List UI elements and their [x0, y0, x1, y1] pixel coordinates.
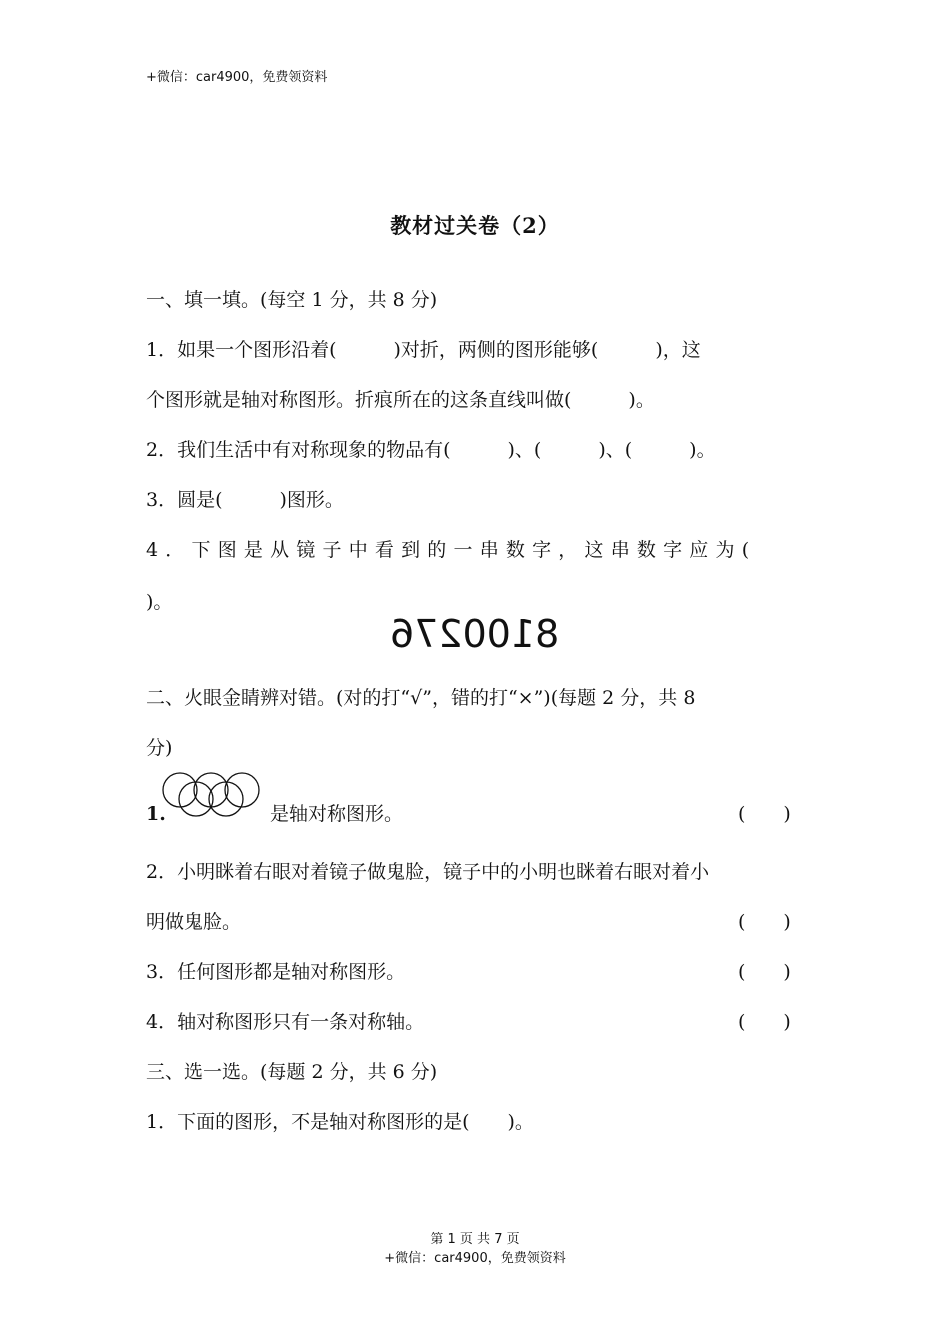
s1-q4-line1: 4．下图是从镜子中看到的一串数字，这串数字应为(: [146, 539, 757, 561]
s2-q2-line1: 2．小明眯着右眼对着镜子做鬼脸，镜子中的小明也眯着右眼对着小: [146, 861, 710, 883]
page-number: 第 1 页 共 7 页: [430, 1232, 520, 1247]
s2-q1-answer-box[interactable]: ( ): [738, 803, 791, 825]
s2-q4: 4．轴对称图形只有一条对称轴。: [146, 1011, 425, 1033]
section2-heading-cont: 分): [146, 737, 173, 759]
s1-q2: 2．我们生活中有对称现象的物品有( )、( )、( )。: [146, 439, 716, 461]
section1-heading: 一、填一填。(每空 1 分，共 8 分): [146, 289, 438, 311]
section2-heading: 二、火眼金睛辨对错。(对的打“√”，错的打“×”)(每题 2 分，共 8: [146, 687, 696, 709]
section3-heading: 三、选一选。(每题 2 分，共 6 分): [146, 1061, 438, 1083]
s1-q1-line1: 1．如果一个图形沿着( )对折，两侧的图形能够( )，这: [146, 339, 701, 361]
s1-q4-line2: )。: [146, 591, 173, 613]
s1-q1-line2: 个图形就是轴对称图形。折痕所在的这条直线叫做( )。: [146, 389, 655, 411]
s2-q3: 3．任何图形都是轴对称图形。: [146, 961, 406, 983]
mirror-digits-figure: [0, 612, 950, 656]
s2-q3-answer-box[interactable]: ( ): [738, 961, 791, 983]
s1-q3: 3．圆是( )图形。: [146, 489, 344, 511]
page-title: 教材过关卷（2）: [390, 213, 560, 238]
olympic-rings-icon: [160, 770, 270, 818]
header-watermark: +微信：car4900，免费领资料: [146, 70, 328, 85]
mirror-digits: 8100276: [390, 612, 560, 656]
footer-watermark: +微信：car4900，免费领资料: [384, 1251, 566, 1266]
s2-q1-number: 1.: [146, 803, 166, 825]
s3-q1: 1．下面的图形，不是轴对称图形的是( )。: [146, 1111, 534, 1133]
s2-q2-answer-box[interactable]: ( ): [738, 911, 791, 933]
s2-q2-line2: 明做鬼脸。: [146, 911, 242, 933]
s2-q4-answer-box[interactable]: ( ): [738, 1011, 791, 1033]
s2-q1-text: 是轴对称图形。: [270, 803, 404, 825]
